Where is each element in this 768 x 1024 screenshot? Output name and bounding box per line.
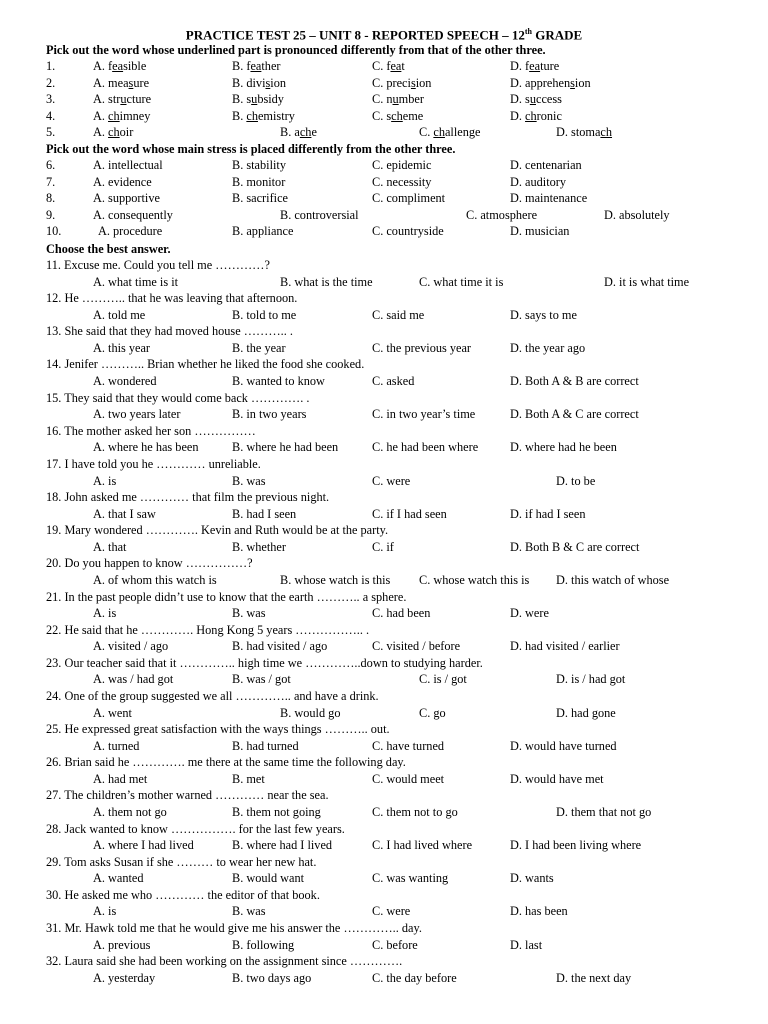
word-prefix: f [246, 59, 251, 73]
question-stem [0, 622, 768, 639]
answer-option [280, 124, 317, 141]
question-text: 25. He expressed great satisfaction with the ways things ……….. out. [46, 722, 390, 737]
word-suffix: eme [402, 108, 424, 123]
answer-option: A. that I saw [93, 506, 156, 521]
answer-option: D. I had been living where [510, 838, 642, 853]
answer-option: B. them not going [232, 805, 321, 819]
answer-option: C. was wanting [372, 871, 449, 886]
question-number: 5. [46, 125, 56, 140]
page-title [0, 24, 768, 43]
answer-option: B. had turned [232, 738, 299, 753]
answer-option: C. countryside [372, 224, 444, 239]
question-text: 16. The mother asked her son …………… [46, 423, 256, 438]
answer-option: A. this year [93, 340, 151, 355]
answer-option: D. is / had got [556, 672, 626, 687]
option-letter: A. [93, 108, 105, 123]
answer-option: B. had visited / ago [232, 639, 328, 654]
answer-option: A. them not go [93, 805, 167, 819]
answer-option: A. was / had got [93, 672, 174, 687]
underlined-sound: ea [250, 59, 262, 73]
answer-option [232, 58, 281, 75]
word-suffix: mber [398, 92, 424, 107]
underlined-sound: ch [525, 108, 537, 123]
answer-option [93, 91, 151, 108]
answer-option: B. appliance [232, 224, 294, 239]
answer-option: C. if [372, 539, 394, 554]
question-stem [0, 920, 768, 937]
options-row [0, 738, 768, 755]
word-suffix: e [311, 125, 317, 140]
answer-option: B. where he had been [232, 440, 339, 455]
question-row [0, 58, 768, 75]
word-suffix: ccess [536, 92, 562, 107]
option-letter: C. [372, 75, 384, 90]
answer-option: D. would have turned [510, 738, 617, 753]
question-text: 19. Mary wondered …………. Kevin and Ruth would be at the party. [46, 523, 389, 538]
word-prefix: str [108, 92, 121, 107]
question-stem [0, 721, 768, 738]
word-suffix: ther [261, 59, 281, 73]
question-stem [0, 887, 768, 904]
answer-option: B. was [232, 606, 266, 621]
word-prefix: divi [246, 75, 266, 90]
question-text: 27. The children’s mother warned ………… near the sea. [46, 788, 329, 803]
answer-option: B. had I seen [232, 506, 297, 521]
answer-option: A. previous [93, 937, 151, 952]
question-number: 4. [46, 108, 56, 123]
question-row [0, 75, 768, 92]
word-prefix: f [386, 59, 391, 73]
word-prefix: s [246, 92, 252, 107]
answer-option: A. turned [93, 738, 140, 753]
word-prefix: n [386, 92, 393, 107]
answer-option: C. would meet [372, 771, 445, 786]
answer-option: A. intellectual [93, 158, 163, 172]
question-number: 2. [46, 75, 56, 90]
answer-option: B. where had I lived [232, 838, 333, 853]
answer-option: B. whose watch is this [280, 572, 391, 587]
question-text: 29. Tom asks Susan if she ……… to wear her new hat. [46, 854, 317, 869]
word-prefix: f [108, 59, 113, 73]
answer-option [93, 124, 133, 141]
question-stem [0, 356, 768, 373]
question-text: 22. He said that he …………. Hong Kong 5 years …………….. . [46, 622, 370, 637]
word-suffix: ion [574, 75, 591, 90]
question-stem [0, 290, 768, 307]
answer-option: D. them that not go [556, 805, 652, 819]
answer-option: C. atmosphere [466, 207, 538, 222]
question-row [0, 124, 768, 141]
question-text: 28. Jack wanted to know ……………. for the last few years. [46, 821, 345, 836]
section-heading: Choose the best answer. [46, 242, 171, 256]
options-row [0, 539, 768, 556]
answer-option: D. had gone [556, 705, 616, 720]
options-row [0, 638, 768, 655]
answer-option: B. sacrifice [232, 191, 288, 206]
option-letter: B. [232, 108, 244, 123]
answer-option: D. says to me [510, 307, 577, 322]
answer-option [556, 124, 612, 141]
underlined-sound: ea [112, 59, 124, 73]
answer-option: A. two years later [93, 407, 181, 422]
answer-option: D. Both B & C are correct [510, 539, 640, 554]
answer-option: D. would have met [510, 771, 604, 786]
option-letter: C. [372, 108, 384, 123]
question-text: 13. She said that they had moved house ……….. . [46, 324, 293, 339]
answer-option [372, 75, 431, 92]
option-letter: A. [93, 92, 105, 107]
answer-option: D. where had he been [510, 440, 617, 455]
answer-option [419, 124, 480, 141]
answer-option: A. procedure [98, 224, 163, 239]
options-row [0, 406, 768, 423]
answer-option: D. if had I seen [510, 506, 586, 521]
question-text: 24. One of the group suggested we all ………….. and have a drink. [46, 688, 379, 703]
options-row [0, 671, 768, 688]
question-stem [0, 754, 768, 771]
answer-option: A. is [93, 606, 117, 621]
answer-option: C. go [419, 705, 446, 720]
answer-option [510, 91, 562, 108]
answer-option: B. wanted to know [232, 374, 325, 389]
question-stem [0, 522, 768, 539]
word-prefix: s [525, 92, 530, 107]
option-letter: B. [280, 125, 292, 140]
answer-option: C. said me [372, 307, 425, 322]
answer-option: B. was / got [232, 672, 291, 687]
answer-option: A. yesterday [93, 970, 156, 985]
question-row [0, 174, 768, 191]
answer-option [93, 108, 150, 125]
question-stem [0, 821, 768, 838]
answer-option [232, 108, 295, 125]
answer-option: B. told to me [232, 307, 297, 322]
options-row [0, 373, 768, 390]
word-prefix: mea [108, 75, 129, 90]
answer-option: D. maintenance [510, 191, 588, 206]
question-number: 6. [46, 158, 56, 172]
question-stem [0, 688, 768, 705]
answer-option: C. before [372, 937, 418, 952]
answer-option [510, 75, 591, 92]
answer-option: D. centenarian [510, 158, 582, 172]
options-row [0, 870, 768, 887]
answer-option: C. were [372, 473, 411, 488]
underlined-sound: u [251, 92, 258, 107]
answer-option: A. is [93, 473, 117, 488]
answer-option: C. if I had seen [372, 506, 447, 521]
answer-option: B. controversial [280, 207, 359, 222]
title-superscript: th [524, 27, 532, 36]
answer-option: A. consequently [93, 207, 173, 222]
answer-option: D. were [510, 606, 549, 621]
answer-option: C. have turned [372, 738, 445, 753]
option-letter: A. [93, 75, 105, 90]
answer-option: C. in two year’s time [372, 407, 476, 422]
answer-option: A. wondered [93, 374, 157, 389]
answer-option: D. Both A & B are correct [510, 374, 639, 389]
question-number: 3. [46, 92, 56, 107]
question-text: 18. John asked me ………… that film the previous night. [46, 490, 330, 505]
question-text: 30. He asked me who ………… the editor of that book. [46, 887, 320, 902]
answer-option: C. what time it is [419, 274, 504, 289]
answer-option: D. the year ago [510, 340, 586, 355]
answer-option: A. went [93, 705, 132, 720]
question-stem [0, 257, 768, 274]
answer-option: A. of whom this watch is [93, 572, 217, 587]
question-stem [0, 323, 768, 340]
question-text: 26. Brian said he …………. me there at the same time the following day. [46, 755, 406, 770]
word-prefix: stoma [571, 125, 601, 140]
options-row [0, 473, 768, 490]
answer-option: D. to be [556, 473, 596, 488]
options-row [0, 506, 768, 523]
question-stem [0, 489, 768, 506]
question-number: 7. [46, 174, 56, 189]
question-stem [0, 456, 768, 473]
answer-option: B. was [232, 473, 266, 488]
answer-option: B. in two years [232, 407, 307, 422]
question-stem [0, 854, 768, 871]
question-text: 11. Excuse me. Could you tell me …………? [46, 258, 270, 272]
word-suffix: oir [119, 125, 134, 140]
title-tail: GRADE [531, 27, 583, 43]
word-suffix: allenge [444, 125, 481, 140]
underlined-sound: ea [529, 59, 541, 73]
answer-option: A. where I had lived [93, 838, 194, 853]
answer-option: D. it is what time [604, 274, 690, 289]
question-text: 12. He ……….. that he was leaving that afternoon. [46, 291, 298, 306]
answer-option: B. stability [232, 158, 286, 172]
word-prefix: s [386, 108, 392, 123]
option-letter: D. [510, 92, 522, 107]
answer-option: C. visited / before [372, 639, 461, 654]
answer-option [232, 91, 284, 108]
answer-option: A. where he has been [93, 440, 199, 455]
question-row [0, 157, 768, 174]
answer-option: A. told me [93, 307, 146, 322]
answer-option: A. wanted [93, 871, 144, 886]
option-letter: C. [419, 125, 431, 140]
underlined-sound: u [529, 92, 536, 107]
option-letter: D. [510, 59, 522, 73]
options-row [0, 771, 768, 788]
answer-option: A. is [93, 904, 117, 919]
options-row [0, 307, 768, 324]
word-prefix: preci [386, 75, 411, 90]
answer-option: A. evidence [93, 174, 152, 189]
answer-option: D. wants [510, 871, 554, 886]
question-text: 20. Do you happen to know ……………? [46, 556, 253, 571]
answer-option: C. them not to go [372, 805, 458, 819]
options-row [0, 439, 768, 456]
answer-option: C. is / got [419, 672, 467, 687]
option-letter: A. [93, 125, 105, 140]
question-number: 9. [46, 207, 56, 222]
question-text: 14. Jenifer ……….. Brian whether he liked the food she cooked. [46, 357, 365, 372]
question-text: 15. They said that they would come back …………. . [46, 390, 310, 405]
answer-option: D. absolutely [604, 207, 670, 222]
options-row [0, 837, 768, 854]
section-heading: Pick out the word whose main stress is placed differently from the other three. [46, 142, 456, 156]
option-letter: D. [510, 108, 522, 123]
underlined-sound: ch [433, 125, 445, 140]
underlined-sound: ch [246, 108, 258, 123]
answer-option: A. had met [93, 771, 148, 786]
word-prefix: a [294, 125, 300, 140]
word-suffix: ronic [536, 108, 562, 123]
answer-option: D. has been [510, 904, 568, 919]
answer-option: C. necessity [372, 174, 432, 189]
word-suffix: sible [123, 59, 147, 73]
answer-option: A. supportive [93, 191, 160, 206]
options-row [0, 804, 768, 821]
option-letter: B. [232, 59, 244, 73]
options-row [0, 572, 768, 589]
question-number: 1. [46, 59, 56, 73]
underlined-sound: ch [108, 125, 120, 140]
question-text: 32. Laura said she had been working on the assignment since …………. [46, 954, 403, 969]
question-row [0, 108, 768, 125]
answer-option: D. had visited / earlier [510, 639, 620, 654]
question-number: 10. [46, 224, 62, 239]
answer-option [510, 108, 562, 125]
question-text: 31. Mr. Hawk told me that he would give me his answer the ………….. day. [46, 921, 422, 935]
word-suffix: emistry [257, 108, 295, 123]
answer-option: B. two days ago [232, 970, 312, 985]
word-suffix: imney [119, 108, 151, 123]
question-row [0, 223, 768, 240]
question-stem [0, 655, 768, 672]
question-row [0, 91, 768, 108]
answer-option: C. epidemic [372, 158, 432, 172]
answer-option: C. asked [372, 374, 415, 389]
answer-option: B. met [232, 771, 265, 786]
option-letter: B. [232, 92, 244, 107]
answer-option [372, 58, 405, 75]
word-suffix: ure [133, 75, 150, 90]
answer-option: C. he had been where [372, 440, 479, 455]
question-text: 23. Our teacher said that it ………….. high time we …………..down to studying harder. [46, 655, 483, 670]
answer-option: C. were [372, 904, 411, 919]
answer-option [93, 58, 146, 75]
word-suffix: cture [126, 92, 152, 107]
options-row [0, 903, 768, 920]
question-stem [0, 555, 768, 572]
answer-option: C. I had lived where [372, 838, 473, 853]
underlined-sound: s [265, 75, 271, 90]
answer-option: B. whether [232, 539, 286, 554]
underlined-sound: u [120, 92, 127, 107]
underlined-sound: ch [108, 108, 120, 123]
title-text: PRACTICE TEST 25 – UNIT 8 - REPORTED SPEECH – 12 [185, 27, 525, 43]
option-letter: D. [510, 75, 522, 90]
options-row [0, 937, 768, 954]
word-prefix: apprehen [525, 75, 571, 90]
question-stem [0, 589, 768, 606]
answer-option: C. the previous year [372, 340, 472, 355]
underlined-sound: ch [391, 108, 403, 123]
underlined-sound: s [410, 75, 416, 90]
answer-option [372, 91, 424, 108]
answer-option: A. what time is it [93, 274, 179, 289]
answer-option: D. Both A & C are correct [510, 407, 639, 422]
answer-option: D. the next day [556, 970, 632, 985]
answer-option: B. would want [232, 871, 305, 886]
answer-option: D. this watch of whose [556, 572, 670, 587]
word-suffix: ion [415, 75, 432, 90]
option-letter: A. [93, 59, 105, 73]
question-row [0, 190, 768, 207]
option-letter: B. [232, 75, 244, 90]
question-text: 21. In the past people didn’t use to know that the earth ……….. a sphere. [46, 589, 407, 604]
word-suffix: ture [540, 59, 560, 73]
answer-option: A. that [93, 539, 127, 554]
underlined-sound: ch [600, 125, 613, 140]
question-stem [0, 787, 768, 804]
answer-option: D. last [510, 937, 543, 952]
answer-option: C. had been [372, 606, 431, 621]
answer-option: B. monitor [232, 174, 286, 189]
answer-option [510, 58, 559, 75]
underlined-sound: s [570, 75, 575, 90]
question-number: 8. [46, 191, 56, 206]
answer-option: D. auditory [510, 174, 567, 189]
question-stem [0, 390, 768, 407]
underlined-sound: s [128, 75, 134, 90]
option-letter: C. [372, 92, 384, 107]
answer-option: D. musician [510, 224, 570, 239]
answer-option: B. following [232, 937, 295, 952]
word-suffix: t [401, 59, 405, 73]
answer-option: B. the year [232, 340, 286, 355]
underlined-sound: ea [390, 59, 402, 73]
answer-option: A. visited / ago [93, 639, 169, 654]
question-stem [0, 953, 768, 970]
answer-option: C. whose watch this is [419, 572, 530, 587]
question-stem [0, 423, 768, 440]
answer-option: B. would go [280, 705, 341, 720]
option-letter: C. [372, 59, 384, 73]
options-row [0, 274, 768, 291]
question-row [0, 207, 768, 224]
underlined-sound: ch [299, 125, 312, 140]
options-row [0, 705, 768, 722]
answer-option: B. was [232, 904, 266, 919]
word-suffix: bsidy [257, 92, 284, 107]
options-row [0, 970, 768, 987]
answer-option [93, 75, 149, 92]
word-prefix: f [525, 59, 530, 73]
answer-option [232, 75, 286, 92]
question-text: 17. I have told you he ………… unreliable. [46, 456, 261, 471]
options-row [0, 605, 768, 622]
option-letter: D. [556, 125, 568, 140]
answer-option [372, 108, 423, 125]
word-suffix: ion [270, 75, 287, 90]
answer-option: C. the day before [372, 970, 457, 985]
answer-option: B. what is the time [280, 274, 373, 289]
options-row [0, 340, 768, 357]
section-heading: Pick out the word whose underlined part is pronounced differently from that of the other three. [46, 43, 546, 57]
underlined-sound: u [392, 92, 399, 107]
answer-option: C. compliment [372, 191, 446, 206]
